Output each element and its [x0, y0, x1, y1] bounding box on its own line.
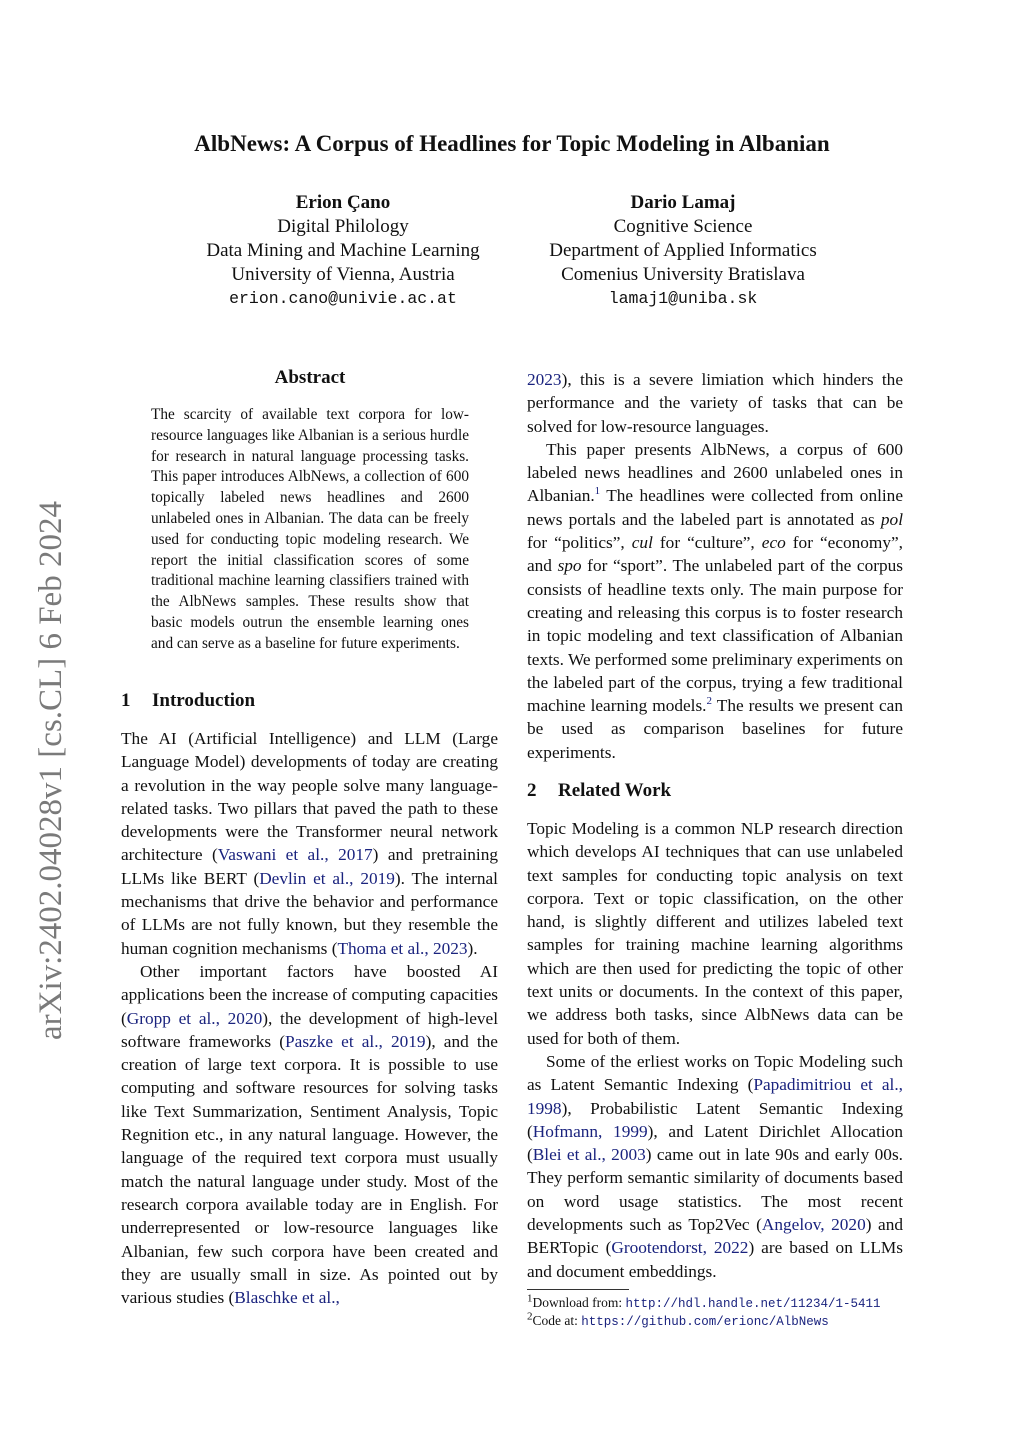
intro-paragraph-3: 2023), this is a severe limiation which hinders the performance and the variety of tasks that can be solved for low-resource languages.	[527, 370, 903, 436]
author-affiliation: University of Vienna, Austria	[231, 264, 455, 285]
citation-link[interactable]: 2023	[527, 370, 562, 389]
intro-paragraph-4: This paper presents AlbNews, a corpus of 600 labeled news headlines and 2600 unlabeled ones in Albanian.$^1$ The headlines were collected from online news portals and the labeled part is annotated as pol for “politics”, cul for “culture”, eco for “economy”, and spo for “sport”. The unlabeled part of the corpus consists of headline texts only. The main purpose for creating and releasing this corpus is to foster research in topic modeling and text classification of Albanian texts. We performed some preliminary experiments on the labeled part of the corpus, trying a few traditional machine learning models.$^2$ The results we present can be used as comparison baselines for future experiments.	[527, 439, 903, 762]
footnote-marker[interactable]: 1	[594, 485, 601, 498]
footnote-2: $^2$Code at: https://github.com/erionc/AlbNews	[527, 1310, 829, 1329]
citation-link[interactable]: Hofmann, 1999	[532, 1121, 648, 1141]
author-block-2	[503, 191, 863, 311]
section-number: 2	[527, 780, 537, 801]
author-email[interactable]: lamaj1@uniba.sk	[608, 289, 758, 308]
arxiv-identifier: arXiv:2402.04028v1 [cs.CL] 6 Feb 2024	[33, 501, 69, 1040]
related-paragraph-1: Topic Modeling is a common NLP research direction which develops AI techniques that can use unlabeled text samples for conducting topic analysis on text corpora. Text or topic classification, on the other hand, is slightly different and utilizes labeled text samples for training machine learning algorithms which are then used for predicting the topic of other text units or documents. In the context of this paper, we address both tasks, since AlbNews data can be used for both of them.	[527, 819, 903, 1048]
footnote-marker[interactable]: 2	[706, 695, 713, 708]
right-column-related	[527, 817, 903, 1283]
citation-link[interactable]: Blaschke et al.,	[234, 1288, 340, 1308]
citation-link[interactable]: Devlin et al., 2019	[259, 868, 395, 888]
author-name: Erion Çano	[295, 192, 391, 213]
intro-paragraph-1: The AI (Artificial Intelligence) and LLM (Large Language Model) developments of today are creating a revolution in the way people solve many language-related tasks. Two pillars that paved the path to these developments were the Transformer neural network architecture (Vaswani et al., 2017) and pretraining LLMs like BERT (Devlin et al., 2019). The internal mechanisms that drive the behavior and performance of LLMs are not fully known, but they resemble the human cognition mechanisms (Thoma et al., 2023).	[121, 729, 498, 958]
footnote-divider	[527, 1289, 629, 1290]
section-heading-introduction	[121, 690, 255, 712]
citation-link[interactable]: Thoma et al., 2023	[337, 938, 468, 958]
author-name: Dario Lamaj	[630, 192, 736, 213]
section-title: Related Work	[558, 780, 672, 801]
author-email[interactable]: erion.cano@univie.ac.at	[229, 289, 457, 308]
right-column-intro	[527, 368, 903, 764]
author-block-1	[163, 191, 523, 311]
citation-link[interactable]: Vaswani et al., 2017	[217, 845, 373, 865]
abstract-heading: Abstract	[274, 367, 346, 388]
author-department: Digital Philology	[277, 216, 409, 237]
citation-link[interactable]: Angelov, 2020	[761, 1215, 866, 1235]
citation-link[interactable]: Gropp et al., 2020	[126, 1008, 263, 1028]
left-column-body	[121, 727, 498, 1309]
citation-link[interactable]: Papadimitriou et al., 1998	[527, 1075, 903, 1118]
footnote-url[interactable]: http://hdl.handle.net/11234/1-5411	[625, 1297, 881, 1311]
footnote-1: $^1$Download from: http://hdl.handle.net/11234/1-5411	[527, 1292, 881, 1311]
author-group: Department of Applied Informatics	[549, 240, 817, 261]
author-group: Data Mining and Machine Learning	[206, 240, 480, 261]
footnote-url[interactable]: https://github.com/erionc/AlbNews	[581, 1315, 829, 1329]
citation-link[interactable]: Blei et al., 2003	[532, 1145, 646, 1165]
citation-link[interactable]: Grootendorst, 2022	[611, 1238, 749, 1258]
related-paragraph-2: Some of the erliest works on Topic Modeling such as Latent Semantic Indexing (Papadimitriou et al., 1998), Probabilistic Latent Semantic Indexing (Hofmann, 1999), and Latent Dirichlet Allocation (Blei et al., 2003) came out in late 90s and early 00s. They perform semantic similarity of documents based on word usage statistics. The most recent developments such as Top2Vec (Angelov, 2020) and BERTopic (Grootendorst, 2022) are based on LLMs and document embeddings.	[527, 1051, 903, 1281]
section-title: Introduction	[152, 690, 256, 711]
author-department: Cognitive Science	[613, 216, 753, 237]
intro-paragraph-2: Other important factors have boosted AI applications been the increase of computing capacities (Gropp et al., 2020), the development of high-level software frameworks (Paszke et al., 2019), and the creation of large text corpora. It is possible to use computing and software resources for solving tasks like Text Summarization, Sentiment Analysis, Topic Regnition etc., in any natural language. However, the language of the required text corpora must usually match the natural language under study. Most of the research corpora available today are in English. For underrepresented or low-resource languages like Albanian, few such corpora have been created and they are usually small in size. As pointed out by various studies (Blaschke et al.,	[121, 961, 499, 1308]
abstract-text: The scarcity of available text corpora for low-resource languages like Albanian is a serious hurdle for research in natural language processing tasks. This paper introduces AlbNews, a collection of 600 topically labeled news headlines and 2600 unlabeled ones in Albanian. The data can be freely used for conducting topic modeling research. We report the initial classification scores of some traditional machine learning classifiers trained with the AlbNews samples. These results show that basic models outrun the ensemble learning ones and can serve as a baseline for future experiments.	[151, 406, 469, 652]
citation-link[interactable]: Paszke et al., 2019	[285, 1031, 426, 1051]
author-affiliation: Comenius University Bratislava	[561, 264, 805, 285]
section-number: 1	[121, 690, 131, 711]
paper-title: AlbNews: A Corpus of Headlines for Topic Modeling in Albanian	[194, 131, 830, 156]
section-heading-related-work	[527, 780, 671, 802]
